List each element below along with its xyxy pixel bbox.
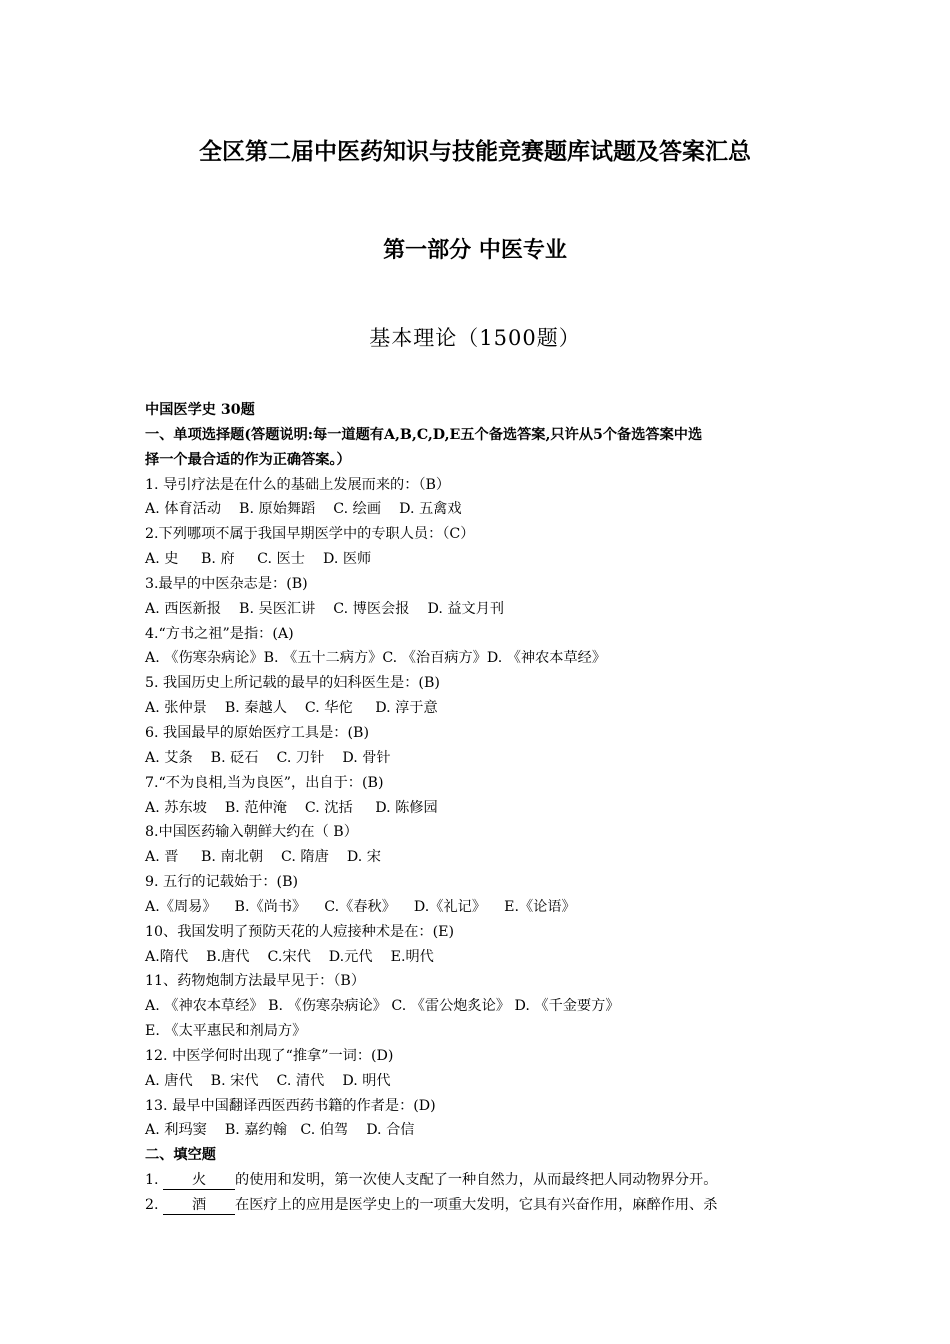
text-line: 10、我国发明了预防天花的人痘接种术是在：(E) [145,923,455,940]
text-line: A. 《神农本草经》 B. 《伤寒杂病论》 C. 《雷公炮炙论》 D. 《千金要方》 [145,998,620,1015]
text-line: A. 唐代 B. 宋代 C. 清代 D. 明代 [145,1072,391,1089]
text-line: A. 艾条 B. 砭石 C. 刀针 D. 骨针 [145,749,391,766]
question-number: 1. [145,1172,164,1189]
text-line: 12. 中医学何时出现了“推拿”一词：(D) [145,1047,394,1064]
text-line: A.《周易》 B.《尚书》 C.《春秋》 D.《礼记》 E.《论语》 [145,898,576,915]
text-line: 中国医学史 30题 [145,402,255,418]
blank-answer: 酒 [163,1197,235,1215]
section-heading: 基本理论（1500题） [369,326,581,350]
text-line: A. 《伤寒杂病论》B. 《五十二病方》C. 《治百病方》D. 《神农本草经》 [145,650,607,667]
text-line: A. 西医新报 B. 吴医汇讲 C. 博医会报 D. 益文月刊 [145,600,505,617]
text-line: 9. 五行的记载始于：(B) [145,874,299,891]
text-line: A. 晋 B. 南北朝 C. 隋唐 D. 宋 [145,849,381,866]
document-title: 全区第二届中医药知识与技能竞赛题库试题及答案汇总 [199,138,751,165]
part-heading: 第一部分 中医专业 [383,237,567,263]
text-line: A. 张仲景 B. 秦越人 C. 华佗 D. 淳于意 [145,700,438,717]
text-line: 7.“不为良相,当为良医”，出自于：(B) [145,774,384,791]
text-line: 3.最早的中医杂志是：(B) [145,575,308,592]
text-line: 择一个最合适的作为正确答案。） [145,451,351,468]
text-line: 二、填空题 [145,1147,216,1164]
text-line: A. 体育活动 B. 原始舞蹈 C. 绘画 D. 五禽戏 [145,501,462,518]
question-text: 在医疗上的应用是医学史上的一项重大发明，它具有兴奋作用，麻醉作用、杀 [235,1197,718,1213]
text-line: A.隋代 B.唐代 C.宋代 D.元代 E.明代 [145,948,434,965]
text-line: 8.中国医药输入朝鲜大约在（ B） [145,824,358,841]
question-number: 2. [145,1197,164,1213]
fill-blank-question [145,1193,815,1218]
question-text: 的使用和发明，第一次使人支配了一种自然力，从而最终把人同动物界分开。 [235,1172,718,1189]
text-line: 11、药物炮制方法最早见于：（B） [145,973,366,990]
text-line: 4.“方书之祖”是指：(A) [145,625,294,642]
question-content [145,398,815,1218]
text-line: A. 利玛窦 B. 嘉约翰 C. 伯驾 D. 合信 [145,1122,415,1139]
fill-blank-question [145,1168,815,1193]
blank-answer: 火 [163,1172,235,1190]
text-line: 5. 我国历史上所记载的最早的妇科医生是：(B) [145,675,440,692]
text-line: 一、单项选择题(答题说明:每一道题有A,B,C,D,E五个备选答案,只许从5个备选答案中选 [145,426,703,443]
text-line: A. 苏东坡 B. 范仲淹 C. 沈括 D. 陈修园 [145,799,438,816]
text-line: E. 《太平惠民和剂局方》 [145,1023,307,1040]
text-line: 6. 我国最早的原始医疗工具是：(B) [145,724,369,741]
text-line: 2.下列哪项不属于我国早期医学中的专职人员：（C） [145,526,475,543]
text-line: 1. 导引疗法是在什么的基础上发展而来的：（B） [145,476,451,493]
text-line: A. 史 B. 府 C. 医士 D. 医师 [145,551,372,568]
text-line: 13. 最早中国翻译西医西药书籍的作者是：(D) [145,1097,436,1114]
